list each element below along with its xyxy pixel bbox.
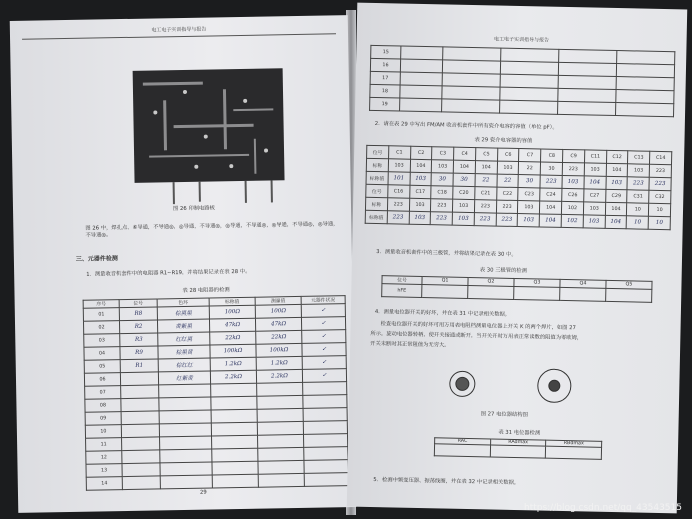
table28-cell: 02 [83,321,119,335]
table28-cell: 100kΩ [256,343,302,357]
right-header: 电工电子实训指导与报告 [493,36,550,44]
table28-cell: 2.2kΩ [256,369,302,383]
table28-cell [159,397,211,411]
table28-cell: 10 [85,425,121,439]
table28-cell [303,382,347,396]
table29-cell: 104 [605,202,627,215]
table28-cell [211,383,257,397]
left-header: 电工电子实训指导与报告 [151,26,207,34]
table28-cell: ✓ [302,343,346,357]
table29-cell: C22 [496,187,518,200]
table28-cell: 100Ω [255,304,301,318]
table28-cell: 06 [84,373,120,387]
table28-cell [121,411,159,425]
table30-cell [514,286,560,300]
table29-cell: 103 [432,160,454,173]
table31-value-cell [434,444,490,457]
pcb-photo [133,68,285,183]
table29-cell: C7 [519,149,541,162]
table30-label-cell: hFE [382,284,422,298]
table28-cell [122,437,160,451]
table29-cell: 22 [519,162,541,175]
item4-text: 4．测量电位器开关的好坏，并在表 31 中记录相关数据。 [374,309,511,318]
table29-cell: 103 [410,172,432,185]
item5-text: 5．检测中频变压器、振荡线圈，并在表 32 中记录相关数据。 [373,477,520,487]
table28-cell [258,473,304,487]
figure26-text: 图 26 中，焊孔点、⑥导通，不导通◎，◎导通，不导通◎，◎导通，不导通◎，◎导通，不导通◎，◎导通，不导通◎。 [85,221,339,239]
table28-continued-cell [400,59,442,73]
table28-cell: 11 [86,438,122,452]
item2-text: 2．请在表 29 中写出 FM/AM 收音机套件中所有瓷介电容的容值（单位 pF）。 [374,120,558,131]
table29-cell: C4 [454,147,476,160]
table28-cell [122,476,160,490]
table28-continued-number: 19 [370,97,400,111]
table29-cell: 103 [452,212,474,225]
table28 [83,295,349,491]
watermark: https://blog.csdn.net/qq_43543515 [523,503,682,513]
table29-cell: 223 [562,162,584,175]
table28-cell: 08 [85,399,121,413]
table28-cell [211,422,257,436]
table29-cell: 104 [540,201,562,214]
table28-cell: 棕黑黑 [157,306,209,320]
table28-cell [257,382,303,396]
table28-cell: ✓ [301,304,345,318]
table29-cell: 30 [431,173,453,186]
table29-cell: 104 [410,159,432,172]
table31 [434,437,602,460]
table31-header-cell: RAC [435,438,491,445]
table28-cell: 100kΩ [210,344,256,358]
table28-continued-cell [442,60,500,74]
table28-cell [304,460,348,474]
table28-continued-cell [616,64,674,78]
table28-cell: 14 [86,477,122,491]
table28-cell: 棕黑黄 [158,345,210,359]
table28-cell: R1 [120,359,158,373]
table29 [365,145,673,230]
table28-continued-number: 17 [370,71,400,85]
table29-cell: 223 [431,212,453,225]
table28-cell: 22kΩ [210,331,256,345]
table28-continued-cell [443,47,501,61]
table28-cell [258,460,304,474]
table28-cell [121,385,159,399]
table29-cell: 30 [540,162,562,175]
table29-cell: 223 [540,175,562,188]
table28-cell [212,448,258,462]
figure27-caption: 图 27 电位器结构图 [480,411,528,419]
table28-cell [257,408,303,422]
table28-cell [304,473,348,487]
table29-cell: C32 [649,190,671,203]
table29-cell: 223 [474,213,496,226]
table28-continued-number: 16 [370,58,400,72]
table28-cell: ✓ [301,317,345,331]
table28-cell: 1.2kΩ [210,357,256,371]
table29-cell: 223 [496,200,518,213]
table28-continued-cell [442,99,500,113]
table28-cell: 01 [83,308,119,322]
table28-continued-cell [401,46,443,60]
table29-cell: C16 [388,185,410,198]
table29-cell: 103 [497,161,519,174]
section3-title: 三、元器件检测 [75,255,118,263]
table29-cell: 标称 [365,197,387,210]
table28-cell [258,447,304,461]
table28-cell [211,409,257,423]
table29-cell: C18 [431,186,453,199]
table29-cell: 103 [409,211,431,224]
table31-header-cell: RBdmax [546,440,602,447]
table29-cell: 223 [649,177,671,190]
table29-cell: 104 [539,214,561,227]
potentiometer-diagram [357,3,687,10]
table29-cell: C20 [453,186,475,199]
table28-cell: ✓ [302,330,346,344]
table29-cell: 22 [497,174,519,187]
table29-cell: 223 [649,164,671,177]
table29-cell: C3 [432,147,454,160]
table29-cell: C29 [605,189,627,202]
table28-cell [303,434,347,448]
table29-cell: 10 [627,216,649,229]
table28-continued-cell [500,87,558,101]
table29-cell: 103 [409,198,431,211]
table29-cell: 标称值 [365,210,387,223]
table28-cell: 100Ω [209,305,255,319]
table28-cell: R2 [119,320,157,334]
table30-cell [560,287,606,301]
table28-cell [120,372,158,386]
item3-text: 3．测量收音机套件中的三极管，并将结果记录在表 30 中。 [376,249,517,258]
table29-cell: 223 [387,211,409,224]
table28-continued-cell [558,88,616,102]
table28-continued [369,45,675,117]
table28-header-cell: 位号 [119,299,157,308]
table28-cell [212,461,258,475]
table30-cell [606,288,652,302]
table29-cell: 位号 [367,145,389,158]
table29-cell: 103 [562,175,584,188]
table28-cell: 22kΩ [256,330,302,344]
table28-continued-number: 18 [370,84,400,98]
table29-cell: 10 [627,203,649,216]
table28-cell: 黄紫黑 [157,319,209,333]
table28-cell [303,408,347,422]
table30-header-cell: Q5 [606,280,652,289]
table28-header-cell: 色环 [157,298,209,307]
table29-cell: 103 [583,202,605,215]
table29-cell: C26 [562,188,584,201]
table28-continued-number: 15 [371,45,401,59]
table28-continued-cell [400,72,442,86]
table28-continued-cell [616,90,674,104]
table29-cell: 103 [453,199,475,212]
table28-continued-cell [616,77,674,91]
table28-cell: ✓ [302,369,346,383]
table28-cell [159,410,211,424]
table28-cell: 47kΩ [255,317,301,331]
table28-continued-cell [617,51,675,65]
table30-cell [468,285,514,299]
table29-cell: 30 [518,175,540,188]
table29-cell: 103 [388,159,410,172]
table29-cell: 103 [628,164,650,177]
table30-header-cell: Q4 [560,279,606,288]
table28-cell [122,463,160,477]
item4-body-2: 所示。旋动电位器转柄，使开关接通或断开，当开关开时万用表正常读数的阻值为零欧姆， [370,330,583,342]
table28-cell [160,462,212,476]
table29-cell: 标称 [366,158,388,171]
table28-continued-cell [500,61,558,75]
table29-cell: 104 [584,176,606,189]
table29-cell: 104 [475,161,497,174]
table28-cell [303,395,347,409]
table28-cell [121,424,159,438]
table29-cell: 10 [649,203,671,216]
table29-cell: C17 [409,185,431,198]
table28-cell: ✓ [302,356,346,370]
table28-cell [122,450,160,464]
table29-cell: 标称值 [366,171,388,184]
table29-cell: C5 [475,148,497,161]
table28-cell [160,449,212,463]
table29-cell: 10 [648,216,670,229]
probe-lead [245,181,247,203]
table28-header-cell: 标称值 [209,297,255,306]
page-number: 29 [199,489,207,496]
item4-body-1: 检查电位器开关的好坏可用万用表电阻档测量电位器上开关 K 的两个焊片，如图 27 [380,321,576,332]
table29-cell: C1 [388,146,410,159]
table28-continued-cell [558,62,616,76]
table29-cell: 223 [474,200,496,213]
table30-header-cell: Q2 [468,277,514,286]
table28-cell: R9 [120,346,158,360]
table29-cell: C11 [584,150,606,163]
table28-continued-cell [500,74,558,88]
table28-continued-cell [558,75,616,89]
table30-title: 表 30 三极管的检测 [479,267,527,275]
table29-cell: 103 [584,163,606,176]
table28-cell: 2.2kΩ [210,370,256,384]
table29-cell: C12 [606,150,628,163]
table28-cell: 1.2kΩ [256,356,302,370]
left-page [10,15,357,513]
table29-cell: 104 [605,215,627,228]
table29-cell: 22 [475,174,497,187]
table28-cell: R8 [119,307,157,321]
table29-cell: 103 [518,201,540,214]
probe-lead [173,182,175,204]
table28-cell: 棕红红 [158,358,210,372]
table29-cell: 103 [583,215,605,228]
table28-cell [303,421,347,435]
table28-continued-cell [616,103,674,117]
table29-cell: 101 [388,172,410,185]
table29-cell: 223 [627,177,649,190]
table28-cell [212,435,258,449]
table29-cell: C21 [475,187,497,200]
table28-cell [160,436,212,450]
table29-cell: 104 [606,163,628,176]
table28-cell: 03 [84,334,120,348]
probe-lead [271,180,273,202]
table28-continued-cell [501,48,559,62]
table29-cell: 位号 [366,184,388,197]
table28-cell [257,421,303,435]
probe-lead [199,182,201,202]
right-page [347,3,687,514]
table28-continued-cell [500,100,558,114]
table28-cell: 红紫黄 [158,371,210,385]
table28-cell: 05 [84,360,120,374]
table30-cell [422,285,468,299]
table31-header-cell: RAdmax [490,439,546,446]
table28-cell [121,398,159,412]
table30 [381,275,652,303]
table28-cell: R3 [120,333,158,347]
table31-title: 表 31 电位器检测 [498,429,541,437]
table28-cell [257,395,303,409]
table28-continued-cell [442,86,500,100]
table29-cell: C31 [627,190,649,203]
table29-cell: C24 [540,188,562,201]
table31-value-cell [490,445,546,458]
table28-continued-cell [442,73,500,87]
table29-cell: C9 [563,149,585,162]
table29-cell: 223 [431,199,453,212]
table29-cell: 103 [518,214,540,227]
table28-title: 表 28 电阻器的检测 [182,287,230,295]
section3-item1: 1．测量收音机套件中的电阻器 R1~R19，并将结果记录在表 28 中。 [86,268,251,278]
table28-cell [160,475,212,489]
table28-cell: 12 [86,451,122,465]
table28-header-cell: 测量值 [255,296,301,305]
table29-cell: C2 [410,146,432,159]
table28-cell [304,447,348,461]
table28-continued-cell [558,101,616,115]
table29-cell: C14 [650,151,672,164]
table29-cell: 104 [453,160,475,173]
table28-continued-cell [559,49,617,63]
table29-cell: C6 [497,148,519,161]
table28-cell: 07 [85,386,121,400]
table29-cell: C23 [518,188,540,201]
table29-cell: 223 [496,213,518,226]
table29-cell: 223 [387,198,409,211]
table30-header-cell: Q3 [514,278,560,287]
table31-value-cell [546,446,602,459]
item4-body-3: 开关未断时其正常阻值为无穷大。 [370,340,450,349]
table28-continued-cell [400,85,442,99]
table28-cell [159,423,211,437]
table28-cell [257,434,303,448]
table29-cell: C13 [628,151,650,164]
table28-cell: 13 [86,464,122,478]
table28-cell: 04 [84,347,120,361]
table29-cell: 103 [606,176,628,189]
table29-cell: 102 [561,214,583,227]
table28-cell [211,396,257,410]
table29-cell: C8 [541,149,563,162]
table28-continued-cell [400,98,442,112]
table29-cell: 102 [561,201,583,214]
table28-cell: 47kΩ [209,318,255,332]
table28-cell: 09 [85,412,121,426]
table28-cell: 红红黑 [158,332,210,346]
figure26-caption: 图 26 印制电路板 [172,205,215,213]
table28-header-cell: 元器件状况 [301,296,345,305]
table29-title: 表 29 瓷介电容器的容值 [474,137,533,145]
table30-header-cell: 位号 [382,276,422,285]
table28-cell [212,474,258,488]
table29-cell: 30 [453,173,475,186]
table28-cell [159,384,211,398]
table30-header-cell: Q1 [422,277,468,286]
table28-header-cell: 序号 [83,300,119,309]
table29-cell: C27 [584,189,606,202]
